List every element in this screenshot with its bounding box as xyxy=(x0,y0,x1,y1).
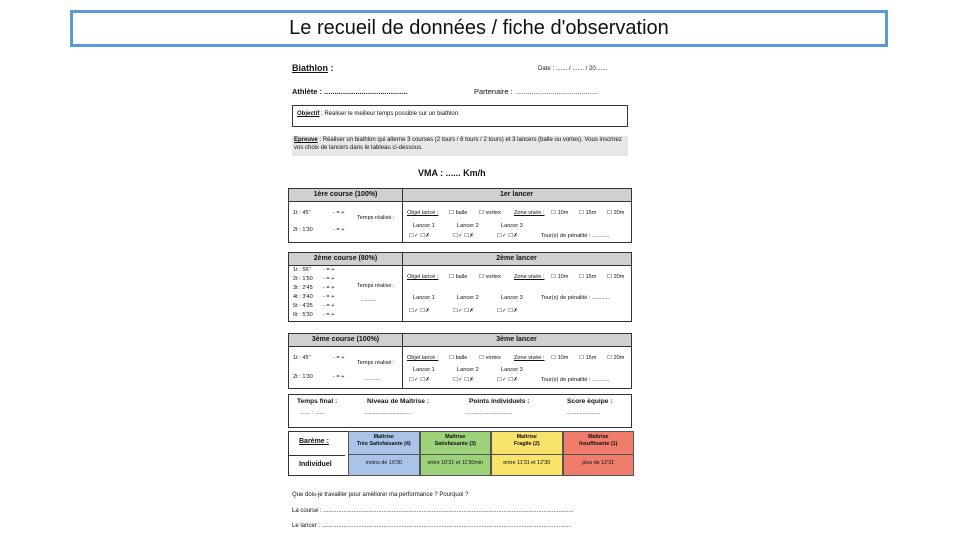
lancer-1-checks[interactable]: ☐✓ ☐✗ xyxy=(409,377,430,383)
level-subtitle: Satisfaisante (3) xyxy=(434,440,476,447)
vortex-checkbox[interactable]: ☐ vortex xyxy=(479,355,501,361)
zone-10m[interactable]: ☐ 10m xyxy=(551,210,569,216)
athlete-field[interactable]: Athlète : ........................................ xyxy=(292,87,408,96)
lap-3-marks[interactable]: - = + xyxy=(323,285,335,291)
event-text: : Réaliser un biathlon qui alterne 3 courses (2 tours / 6 tours / 2 tours) et 3 lancers (balle ou vortex). Vous inscrirez vos choix de lancers dans le tableau ci-dessous. xyxy=(294,137,622,151)
level-label: Niveau de Maîtrise : xyxy=(367,398,429,405)
bareme-row-label: Individuel xyxy=(299,461,332,468)
lap-6: 6t : 5'30 xyxy=(293,312,313,318)
zone-20m[interactable]: ☐ 20m xyxy=(607,274,625,280)
vortex-checkbox[interactable]: ☐ vortex xyxy=(479,274,501,280)
level-range: moins de 10'30 xyxy=(365,459,402,466)
balle-checkbox[interactable]: ☐ balle xyxy=(449,355,468,361)
balle-checkbox[interactable]: ☐ balle xyxy=(449,274,468,280)
time-label: Temps réalisé : xyxy=(357,283,395,289)
objective-text: : Réaliser le meilleur temps possible sur un biathlon. xyxy=(321,111,460,117)
zone-label: Zone visée : xyxy=(514,355,545,361)
lancer-3-checks[interactable]: ☐✓ ☐✗ xyxy=(497,377,518,383)
lap-1: 1t : 45'' xyxy=(293,210,311,216)
level-name: Maîtrise xyxy=(373,434,394,440)
event-label: Epreuve xyxy=(294,137,318,143)
time-dots[interactable]: .......... xyxy=(365,376,381,382)
objet-label: Objet lancé : xyxy=(407,355,439,361)
lancer-3-checks[interactable]: ☐✓ ☐✗ xyxy=(497,308,518,314)
improve-question: Que dois-je travailler pour améliorer ma performance ? Pourquoi ? xyxy=(292,492,469,498)
lancer-2: Lancer 2 xyxy=(457,367,479,373)
vortex-checkbox[interactable]: ☐ vortex xyxy=(479,210,501,216)
team-label: Score équipe : xyxy=(567,398,613,405)
bareme-level-4 xyxy=(348,431,420,476)
lancer-3: Lancer 3 xyxy=(501,295,523,301)
section-1 xyxy=(288,188,632,243)
final-value[interactable]: ...... : ...... xyxy=(301,410,325,416)
lancer-title: 2ème lancer xyxy=(402,253,631,266)
lancer-answer[interactable]: Le lancer : ...................................................................................................................................................... xyxy=(292,523,572,529)
penalty-field[interactable]: Tour(s) de pénalité : ........... xyxy=(541,233,610,239)
lancer-2-checks[interactable]: ☐✓ ☐✗ xyxy=(453,233,474,239)
lancer-3: Lancer 3 xyxy=(501,367,523,373)
level-value[interactable]: .............................. xyxy=(365,410,412,416)
lap-4: 4t : 3'40 xyxy=(293,294,313,300)
level-subtitle: Très Satisfaisante (4) xyxy=(356,440,411,447)
event-box xyxy=(292,136,628,156)
lancer-title: 3ème lancer xyxy=(402,334,631,347)
date-field[interactable]: Date : ....... / ....... / 20....... xyxy=(538,66,608,72)
lancer-1-checks[interactable]: ☐✓ ☐✗ xyxy=(409,308,430,314)
bareme-level-1 xyxy=(563,431,635,476)
bareme-label: Barème : xyxy=(299,438,329,445)
lap-1-marks[interactable]: - = + xyxy=(333,355,345,361)
course-title: 1ère course (100%) xyxy=(289,189,402,202)
lap-1-marks[interactable]: - = + xyxy=(333,210,345,216)
vma-field[interactable]: VMA : ...... Km/h xyxy=(418,168,486,178)
lap-1: 1t : 45'' xyxy=(293,355,311,361)
objet-label: Objet lancé : xyxy=(407,274,439,280)
objective-label: Objectif xyxy=(297,111,320,117)
course-title: 2ème course (80%) xyxy=(289,253,402,266)
zone-10m[interactable]: ☐ 10m xyxy=(551,355,569,361)
section-2 xyxy=(288,252,632,322)
level-name: Maîtrise xyxy=(445,434,466,440)
lap-2-marks[interactable]: - = + xyxy=(323,276,335,282)
balle-checkbox[interactable]: ☐ balle xyxy=(449,210,468,216)
level-range: entre 10'31 et 11'30min xyxy=(427,459,484,466)
zone-20m[interactable]: ☐ 20m xyxy=(607,210,625,216)
zone-10m[interactable]: ☐ 10m xyxy=(551,274,569,280)
lancer-1: Lancer 1 xyxy=(413,367,435,373)
level-name: Maîtrise xyxy=(588,434,609,440)
zone-15m[interactable]: ☐ 15m xyxy=(579,210,597,216)
points-label: Points individuels : xyxy=(469,398,530,405)
bareme-level-2 xyxy=(491,431,563,476)
lancer-2: Lancer 2 xyxy=(457,223,479,229)
slide-title: Le recueil de données / fiche d'observation xyxy=(70,10,888,47)
lancer-1-checks[interactable]: ☐✓ ☐✗ xyxy=(409,233,430,239)
course-title: 3ème course (100%) xyxy=(289,334,402,347)
zone-label: Zone visée : xyxy=(514,274,545,280)
lap-5: 5t : 4'35 xyxy=(293,303,313,309)
sport-name: Biathlon xyxy=(292,63,328,73)
final-label: Temps final : xyxy=(297,398,338,405)
observation-sheet xyxy=(284,58,636,536)
lap-1: 1t : 56'' xyxy=(293,267,311,273)
lancer-3: Lancer 3 xyxy=(501,223,523,229)
totals-box xyxy=(288,394,632,428)
level-range: entre 11'31 et 12'30 xyxy=(503,459,551,466)
lap-6-marks[interactable]: - = + xyxy=(323,312,335,318)
lap-2: 2t : 1'30 xyxy=(293,227,313,233)
zone-20m[interactable]: ☐ 20m xyxy=(607,355,625,361)
lancer-2: Lancer 2 xyxy=(457,295,479,301)
sheet-heading xyxy=(292,63,334,74)
level-name: Maîtrise xyxy=(516,434,537,440)
lancer-1: Lancer 1 xyxy=(413,295,435,301)
lap-1-marks[interactable]: - = + xyxy=(323,267,335,273)
lancer-2-checks[interactable]: ☐✓ ☐✗ xyxy=(453,308,474,314)
lap-2: 2t : 1'50 xyxy=(293,276,313,282)
time-dots[interactable]: .......... xyxy=(361,297,377,303)
lap-4-marks[interactable]: - = + xyxy=(323,294,335,300)
level-subtitle: Insuffisante (1) xyxy=(579,440,618,447)
lancer-1: Lancer 1 xyxy=(413,223,435,229)
team-value[interactable]: ..................... xyxy=(567,410,600,416)
sport-colon: : xyxy=(330,63,334,73)
time-label: Temps réalisé : xyxy=(357,215,395,221)
time-label: Temps réalisé : xyxy=(357,360,395,366)
lap-3: 3t : 2'45 xyxy=(293,285,313,291)
points-value[interactable]: .............................. xyxy=(465,410,512,416)
lap-2-marks[interactable]: - = + xyxy=(333,227,345,233)
lancer-3-checks[interactable]: ☐✓ ☐✗ xyxy=(497,233,518,239)
zone-15m[interactable]: ☐ 15m xyxy=(579,355,597,361)
level-range: plus de 12'31 xyxy=(582,459,615,466)
lap-2-marks[interactable]: - = + xyxy=(333,374,345,380)
lancer-title: 1er lancer xyxy=(402,189,631,202)
zone-label: Zone visée : xyxy=(514,210,545,216)
objective-box xyxy=(292,105,628,127)
section-3 xyxy=(288,333,632,389)
level-subtitle: Fragile (2) xyxy=(513,440,540,447)
lap-5-marks[interactable]: - = + xyxy=(323,303,335,309)
partner-field[interactable]: Partenaire : ........................................ xyxy=(474,87,599,96)
objet-label: Objet lancé : xyxy=(407,210,439,216)
lancer-2-checks[interactable]: ☐✓ ☐✗ xyxy=(453,377,474,383)
lap-2: 2t : 1'30 xyxy=(293,374,313,380)
zone-15m[interactable]: ☐ 15m xyxy=(579,274,597,280)
bareme-level-3 xyxy=(420,431,492,476)
penalty-field[interactable]: Tour(s) de pénalité : ........... xyxy=(541,295,610,301)
course-answer[interactable]: La course : ...................................................................................................................................................... xyxy=(292,508,574,514)
penalty-field[interactable]: Tour(s) de pénalité : ........... xyxy=(541,377,610,383)
